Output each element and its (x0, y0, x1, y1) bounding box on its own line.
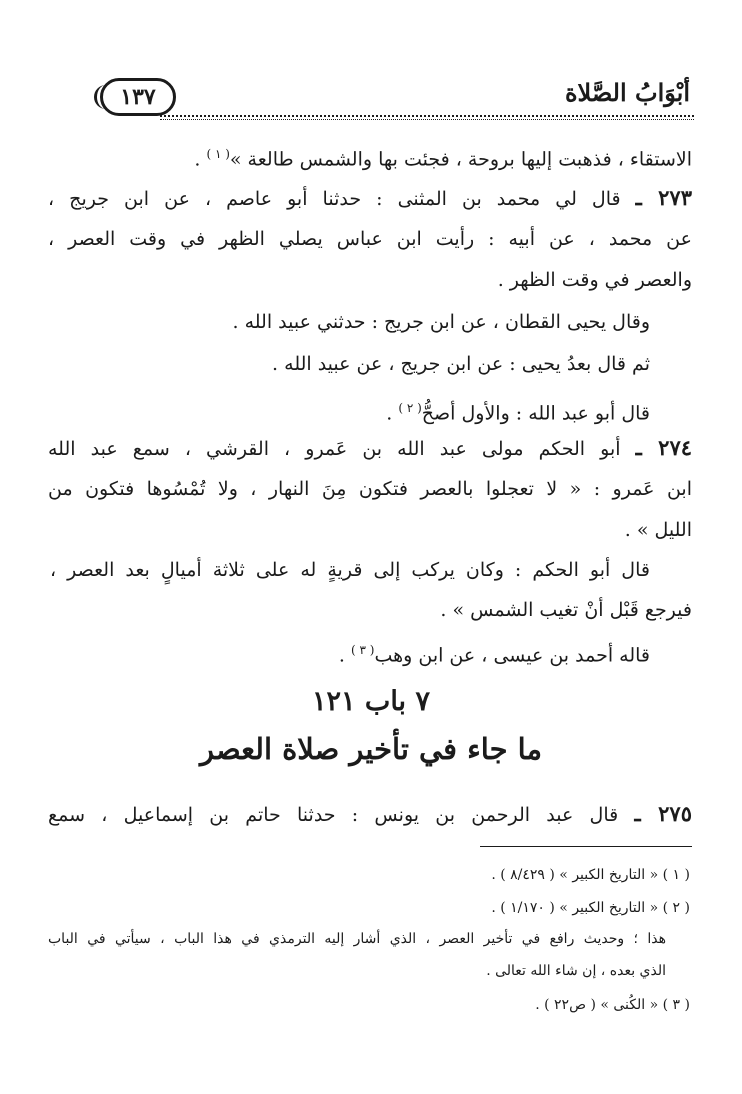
footnote-3: ( ٣ ) « الكُنى » ( ص٢٢ ) . (535, 997, 690, 1013)
header-rule (160, 115, 694, 117)
footnote-2: ( ٢ ) « التاريخ الكبير » ( ١/١٧٠ ) . (491, 900, 690, 916)
chapter-title: ما جاء في تأخير صلاة العصر (199, 732, 543, 766)
header-rule-secondary (160, 119, 694, 120)
hadith-275-text-1: قال عبد الرحمن بن يونس : حدثنا حاتم بن إسماعيل ، سمع (48, 804, 619, 826)
text-line-1-end: . (194, 148, 201, 171)
text-line-abu-abdullah-body: قال أبو عبد الله : والأول أصحُّ (421, 402, 650, 425)
footnote-1: ( ١ ) « التاريخ الكبير » ( ٨/٤٢٩ ) . (491, 867, 690, 883)
hadith-274-line-3: الليل » . (624, 519, 692, 541)
footnote-ref-3: ( ٣ ) (351, 643, 375, 657)
text-line-thumma: ثم قال بعدُ يحيى : عن ابن جريج ، عن عبيد الله . (272, 353, 650, 375)
text-line-hakam-2: فيرجع قَبْل أنْ تغيب الشمس » . (440, 599, 692, 621)
hadith-274-line-2: ابن عَمرو : « لا تعجلوا بالعصر فتكون مِنَ النهار ، ولا تُمْسُوها فتكون من (48, 478, 692, 500)
text-line-hakam-1: قال أبو الحكم : وكان يركب إلى قريةٍ له على ثلاثة أميالٍ بعد العصر ، (50, 559, 650, 581)
hadith-number-275: ٢٧٥ ـ (634, 801, 692, 826)
footnote-ref-1: ( ١ ) (206, 147, 230, 161)
text-line-qalahu (50, 636, 650, 669)
hadith-number-274: ٢٧٤ ـ (635, 435, 693, 460)
text-line-abu-abdullah (50, 394, 650, 427)
running-title: أبْوَابُ الصَّلاة (564, 78, 690, 107)
footnote-2-continuation-2: الذي بعده ، إن شاء الله تعالى . (486, 963, 666, 979)
hadith-274-text-1: أبو الحكم مولى عبد الله بن عَمرو ، القرشي ، سمع عبد الله (48, 438, 621, 460)
text-line-1-body: الاستقاء ، فذهبت إليها بروحة ، فجئت بها والشمس طالعة » (229, 148, 692, 171)
page-number: ١٣٧ (100, 78, 176, 116)
hadith-274-line-1 (48, 434, 692, 463)
text-line-yahya: وقال يحيى القطان ، عن ابن جريج : حدثني عبيد الله . (232, 311, 650, 333)
hadith-273-text-1: قال لي محمد بن المثنى : حدثنا أبو عاصم ، عن ابن جريج ، (48, 188, 621, 210)
text-line-qalahu-end: . (338, 644, 345, 667)
text-line-1 (48, 140, 692, 173)
text-line-qalahu-body: قاله أحمد بن عيسى ، عن ابن وهب (374, 644, 650, 667)
hadith-273-line-3: والعصر في وقت الظهر . (497, 269, 692, 291)
hadith-273-line-2: عن محمد ، عن أبيه : رأيت ابن عباس يصلي الظهر في وقت العصر ، (48, 228, 692, 250)
hadith-number-273: ٢٧٣ ـ (635, 185, 692, 210)
hadith-275-line-1 (48, 800, 692, 829)
footnote-rule (480, 846, 692, 847)
footnote-ref-2: ( ٢ ) (398, 401, 422, 415)
hadith-273-line-1 (48, 184, 692, 213)
footnote-2-continuation-1: هذا ؛ وحديث رافع في تأخير العصر ، الذي أشار إليه الترمذي في هذا الباب ، سيأتي في الباب (48, 931, 666, 947)
text-line-abu-abdullah-end: . (386, 402, 393, 425)
chapter-number: ٧ باب ١٢١ (312, 686, 430, 717)
